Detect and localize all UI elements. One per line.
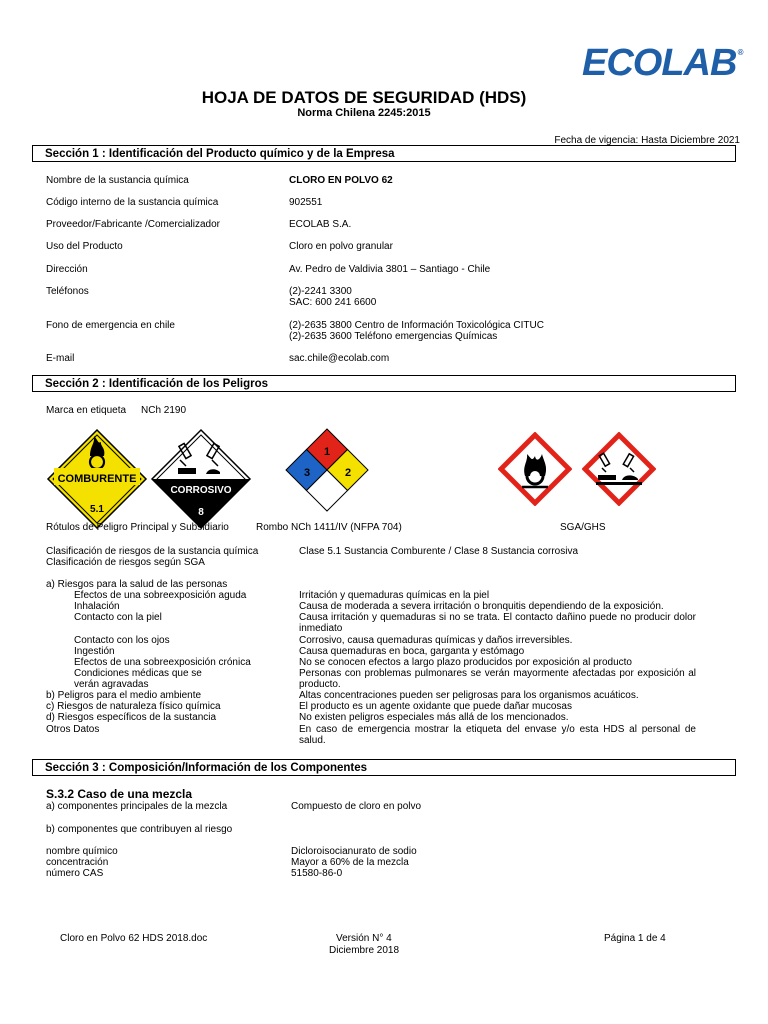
section-3-subheader: S.3.2 Caso de una mezcla — [46, 787, 193, 801]
s3-label-riesgo: b) componentes que contribuyen al riesgo — [46, 824, 233, 835]
effective-date: Fecha de vigencia: Hasta Diciembre 2021 — [554, 135, 740, 146]
risk-label-cronica: Efectos de una sobreexposición crónica — [74, 657, 251, 668]
s1-label-nombre: Nombre de la sustancia química — [46, 175, 189, 186]
risk-label-ambiente: b) Peligros para el medio ambiente — [46, 690, 202, 701]
risk-label-piel: Contacto con la piel — [74, 612, 162, 623]
risk-value-condiciones: Personas con problemas pulmonares se verán mayormente afectadas por exposición al producto. — [299, 668, 696, 690]
risk-value-otros: En caso de emergencia mostrar la etiqueta del envase y/o esta HDS al personal de salud. — [299, 724, 696, 746]
nfpa-reactivity: 2 — [344, 467, 352, 479]
footer-document-name: Cloro en Polvo 62 HDS 2018.doc — [60, 933, 208, 944]
document-title: HOJA DE DATOS DE SEGURIDAD (HDS) — [201, 88, 527, 107]
s1-label-proveedor: Proveedor/Fabricante /Comercializador — [46, 219, 220, 230]
risk-label-ingestion: Ingestión — [74, 646, 115, 657]
clasif-value-1: Clase 5.1 Sustancia Comburente / Clase 8 Sustancia corrosiva — [299, 546, 579, 557]
document-subtitle: Norma Chilena 2245:2015 — [297, 107, 431, 119]
s1-label-telefonos: Teléfonos — [46, 286, 89, 297]
risk-value-ojos: Corrosivo, causa quemaduras químicas y daños irreversibles. — [299, 635, 573, 646]
risk-label-condiciones-2: verán agravadas — [74, 679, 149, 690]
footer-page-number: Página 1 de 4 — [604, 933, 666, 944]
oxidizer-label: COMBURENTE — [57, 473, 137, 485]
s1-label-emergencia: Fono de emergencia en chile — [46, 320, 175, 331]
risk-label-ojos: Contacto con los ojos — [74, 635, 170, 646]
ghs-corrosive-icon — [582, 432, 656, 506]
risk-label-fisicoquimica: c) Riesgos de naturaleza físico química — [46, 701, 221, 712]
risk-value-piel: Causa irritación y quemaduras si no se trata. El contacto dañino puede no producir dolor inmediato — [299, 612, 696, 634]
s3-label-cas: número CAS — [46, 868, 104, 879]
ghs-oxidizer-icon — [498, 432, 572, 506]
caption-nfpa: Rombo NCh 1411/IV (NFPA 704) — [256, 522, 402, 533]
clasif-label-2: Clasificación de riesgos según SGA — [46, 557, 205, 568]
corrosive-label: CORROSIVO — [170, 485, 232, 496]
nfpa-health: 3 — [303, 467, 311, 479]
s3-value-concentracion: Mayor a 60% de la mezcla — [291, 857, 409, 868]
s1-value-nombre: CLORO EN POLVO 62 — [289, 175, 393, 186]
risk-label-condiciones-1: Condiciones médicas que se — [74, 668, 202, 679]
risk-value-ingestion: Causa quemaduras en boca, garganta y estómago — [299, 646, 525, 657]
risk-label-inhalacion: Inhalación — [74, 601, 120, 612]
section-1-header: Sección 1 : Identificación del Producto químico y de la Empresa — [32, 145, 736, 162]
caption-ghs: SGA/GHS — [560, 522, 606, 533]
s1-value-proveedor: ECOLAB S.A. — [289, 219, 352, 230]
risk-label-aguda: Efectos de una sobreexposición aguda — [74, 590, 247, 601]
corrosive-class: 8 — [198, 507, 204, 518]
s3-value-cas: 51580-86-0 — [291, 868, 343, 879]
s3-label-componentes: a) componentes principales de la mezcla — [46, 801, 228, 812]
s1-value-emergencia-1: (2)-2635 3800 Centro de Información Toxicológica CITUC — [289, 320, 544, 331]
risk-value-cronica: No se conocen efectos a largo plazo producidos por exposición al producto — [299, 657, 632, 668]
caption-placards: Rótulos de Peligro Principal y Subsidiario — [46, 522, 229, 533]
oxidizer-class: 5.1 — [90, 504, 104, 515]
s1-value-emergencia-2: (2)-2635 3600 Teléfono emergencias Químicas — [289, 331, 498, 342]
nfpa-diamond-icon — [284, 428, 370, 514]
marca-value: NCh 2190 — [141, 405, 187, 416]
corrosive-placard-icon — [150, 428, 252, 530]
risk-label-especificos: d) Riesgos específicos de la sustancia — [46, 712, 217, 723]
ecolab-logo: ECOLAB® — [582, 42, 743, 84]
s1-label-uso: Uso del Producto — [46, 241, 123, 252]
risk-value-fisicoquimica: El producto es un agente oxidante que puede dañar mucosas — [299, 701, 572, 712]
s3-label-nombre: nombre químico — [46, 846, 118, 857]
risk-value-inhalacion: Causa de moderada a severa irritación o bronquitis dependiendo de la exposición. — [299, 601, 664, 612]
s1-label-direccion: Dirección — [46, 264, 88, 275]
marca-label: Marca en etiqueta — [46, 405, 127, 416]
s3-label-concentracion: concentración — [46, 857, 109, 868]
risk-label-otros: Otros Datos — [46, 724, 100, 735]
footer-date: Diciembre 2018 — [329, 945, 400, 956]
s1-value-email[interactable]: sac.chile@ecolab.com — [289, 353, 390, 364]
s1-value-direccion: Av. Pedro de Valdivia 3801 – Santiago - Chile — [289, 264, 491, 275]
s1-label-email: E-mail — [46, 353, 75, 364]
s1-value-sac: SAC: 600 241 6600 — [289, 297, 377, 308]
risk-value-especificos: No existen peligros especiales más allá de los mencionados. — [299, 712, 569, 723]
s1-value-telefono: (2)-2241 3300 — [289, 286, 352, 297]
s1-value-uso: Cloro en polvo granular — [289, 241, 393, 252]
s3-value-componentes: Compuesto de cloro en polvo — [291, 801, 422, 812]
section-3-header: Sección 3 : Composición/Información de los Componentes — [32, 759, 736, 776]
clasif-label-1: Clasificación de riesgos de la sustancia química — [46, 546, 259, 557]
registered-mark: ® — [737, 48, 743, 57]
s1-label-codigo: Código interno de la sustancia química — [46, 197, 219, 208]
s1-value-codigo: 902551 — [289, 197, 323, 208]
nfpa-flammability: 1 — [323, 446, 331, 458]
s3-value-nombre: Dicloroisocianurato de sodio — [291, 846, 417, 857]
salud-header: a) Riesgos para la salud de las personas — [46, 579, 228, 590]
risk-value-ambiente: Altas concentraciones pueden ser peligrosas para los organismos acuáticos. — [299, 690, 639, 701]
oxidizer-placard-icon — [46, 428, 148, 530]
risk-value-aguda: Irritación y quemaduras químicas en la piel — [299, 590, 490, 601]
footer-version: Versión N° 4 — [336, 933, 392, 944]
section-2-header: Sección 2 : Identificación de los Peligros — [32, 375, 736, 392]
